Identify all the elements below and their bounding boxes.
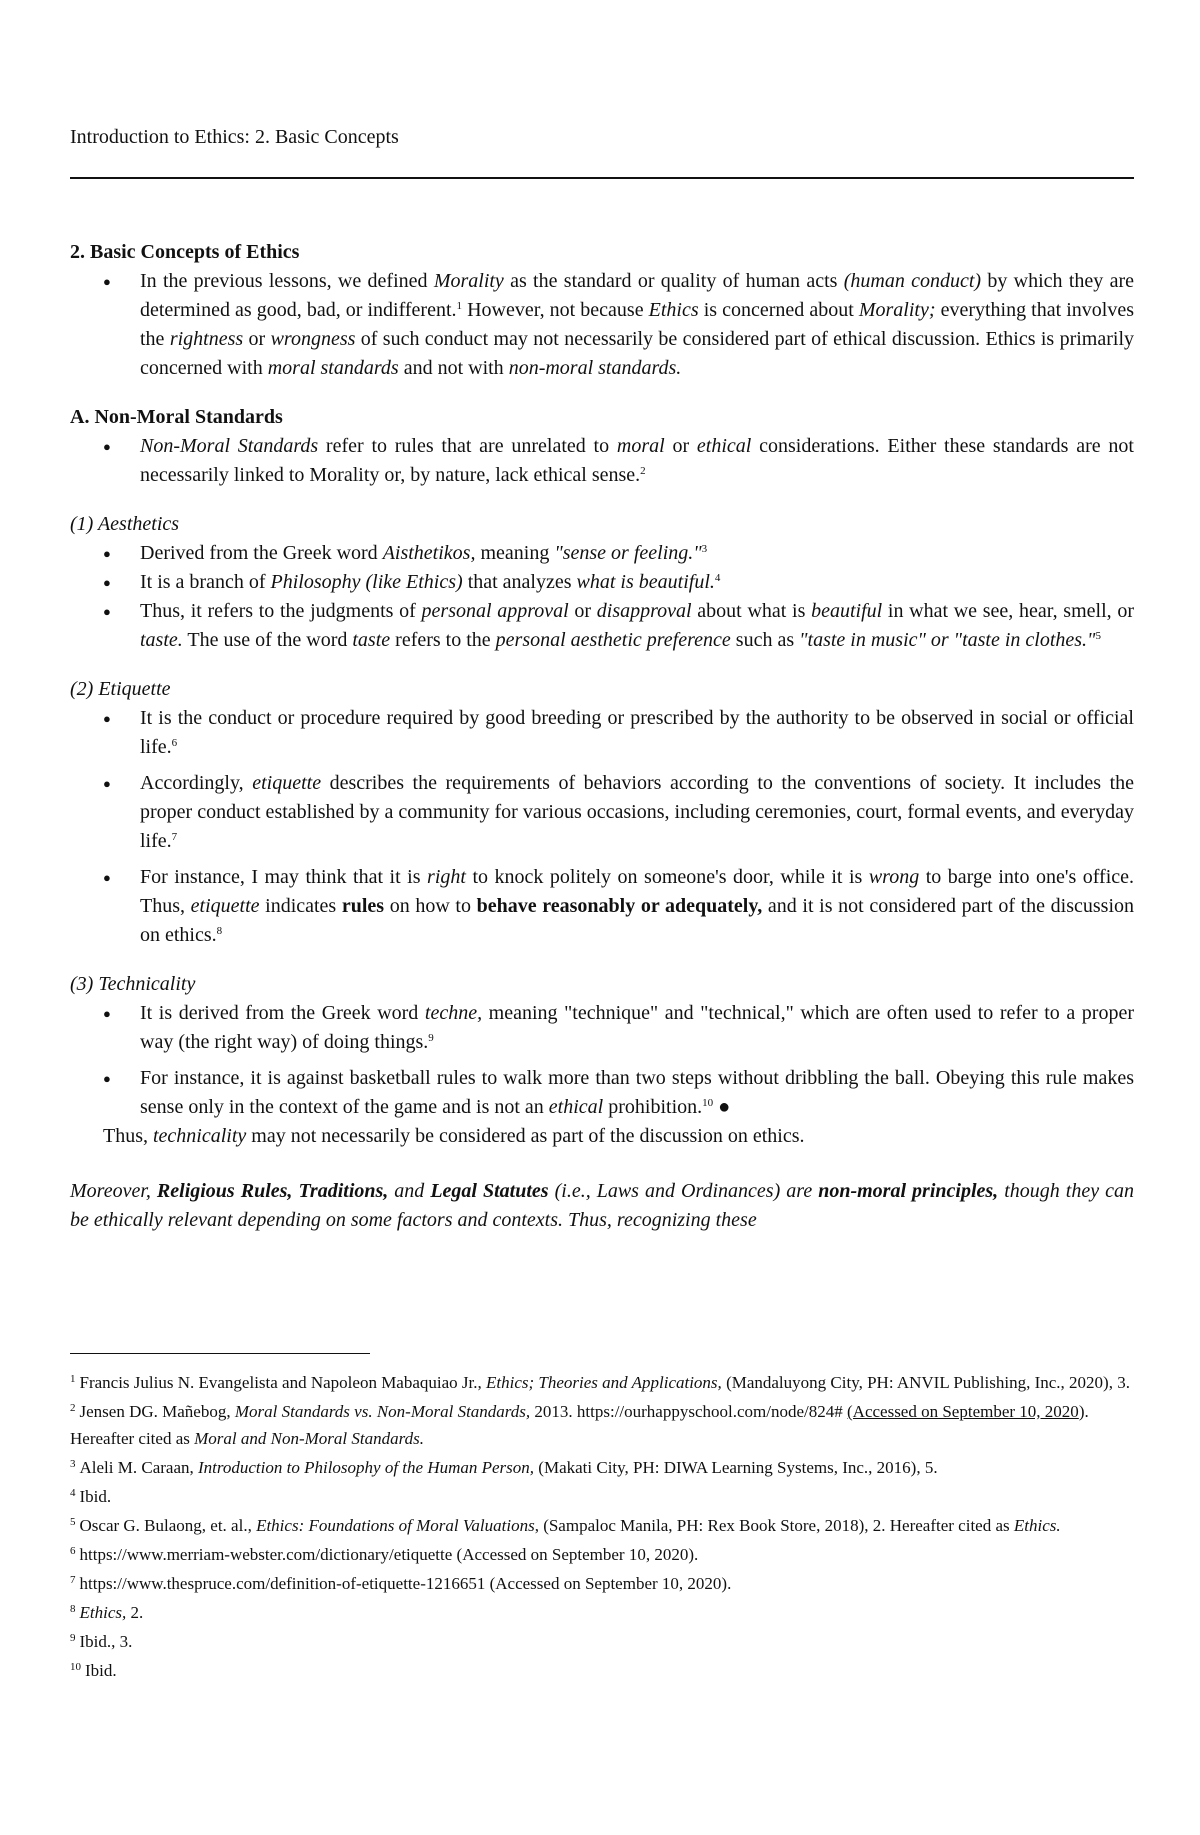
list-item: ● It is the conduct or procedure required by good breeding or prescribed by the authority to be observed in social or official life.$^6$ bbox=[70, 704, 1134, 762]
footnote-ref-5: 5 bbox=[1095, 630, 1101, 642]
aesthetics-list bbox=[70, 539, 1134, 655]
etiquette-heading: (2) Etiquette bbox=[70, 678, 171, 700]
main-heading: 2. Basic Concepts of Ethics bbox=[70, 241, 300, 263]
footnote-8: $^8$ Ethics, 2. bbox=[70, 1603, 144, 1622]
list-item: ● For instance, I may think that it is right to knock politely on someone's door, while it is wrong to barge into one's office. Thus, etiquette indicates rules on how to behave reasonably or adequately, and it is not considered part of the discussion on ethics.$^8$ bbox=[70, 863, 1134, 950]
intro-list bbox=[70, 267, 1134, 383]
footnote-ref-2: 2 bbox=[640, 465, 646, 477]
footnote-2: $^2$ Jensen DG. Mañebog, Moral Standards vs. Non-Moral Standards, 2013. https://ourhappyschool.com/node/824# (Accessed on September 10, 2020). Hereafter cited as Moral and Non-Moral Standards. bbox=[70, 1402, 1089, 1448]
footnotes bbox=[70, 1369, 1134, 1686]
header-rule bbox=[70, 177, 1134, 179]
footnote-7: $^7$ https://www.thespruce.com/definition-of-etiquette-1216651 (Accessed on September 10, 2020). bbox=[70, 1574, 732, 1593]
technicality-list bbox=[70, 999, 1134, 1122]
list-item: ● It is a branch of Philosophy (like Ethics) that analyzes what is beautiful.$^4$ bbox=[70, 568, 1134, 597]
footnote-10: $^{10}$ Ibid. bbox=[70, 1661, 117, 1680]
list-item: ● For instance, it is against basketball rules to walk more than two steps without dribbling the ball. Obeying this rule makes sense only in the context of the game and is not an ethical prohibition.$^{10}$ ● bbox=[70, 1064, 1134, 1122]
intro-bullet: ● In the previous lessons, we defined Morality as the standard or quality of human acts (human conduct) by which they are determined as good, bad, or indifferent.$^1$ However, not because Ethics is concerned about Morality; everything that involves the rightness or wrongness of such conduct may not necessarily be considered part of ethical discussion. Ethics is primarily concerned with moral standards and not with non-moral standards. bbox=[70, 267, 1134, 383]
section-a-heading: A. Non-Moral Standards bbox=[70, 406, 283, 428]
etiquette-list bbox=[70, 704, 1134, 950]
running-header: Introduction to Ethics: 2. Basic Concepts bbox=[70, 126, 399, 148]
footnote-ref-10: 10 bbox=[702, 1097, 714, 1109]
footnote-url[interactable]: https://www.merriam-webster.com/dictionary/etiquette (Accessed on September 10, 2020). bbox=[79, 1545, 699, 1564]
list-item: ● Thus, it refers to the judgments of personal approval or disapproval about what is beautiful in what we see, hear, smell, or taste. The use of the word taste refers to the personal aesthetic preference such as "taste in music" or "taste in clothes."$^5$ bbox=[70, 597, 1134, 655]
technicality-tail: Thus, technicality may not necessarily be considered as part of the discussion on ethics. bbox=[103, 1125, 805, 1147]
section-a-list bbox=[70, 432, 1134, 490]
footnote-ref-8: 8 bbox=[216, 925, 223, 937]
list-item: ● It is derived from the Greek word techne, meaning "technique" and "technical," which are often used to refer to a proper way (the right way) of doing things.$^9$ bbox=[70, 999, 1134, 1057]
footnote-3: $^3$ Aleli M. Caraan, Introduction to Philosophy of the Human Person, (Makati City, PH: DIWA Learning Systems, Inc., 2016), 5. bbox=[70, 1458, 938, 1477]
footnote-ref-7: 7 bbox=[171, 831, 178, 843]
footnote-ref-3: 3 bbox=[701, 543, 708, 555]
section-a-bullet: ● Non-Moral Standards refer to rules that are unrelated to moral or ethical considerations. Either these standards are not necessarily linked to Morality or, by nature, lack ethical sense.$^2$ bbox=[70, 432, 1134, 490]
footnote-ref-9: 9 bbox=[428, 1032, 434, 1044]
closing-paragraph: Moreover, Religious Rules, Traditions, and Legal Statutes (i.e., Laws and Ordinances) are non-moral principles, though they can be ethically relevant depending on some factors and contexts. Thus, recognizing these bbox=[70, 1180, 1134, 1231]
stray-bullet-glyph: ● bbox=[713, 1096, 731, 1118]
footnote-ref-6: 6 bbox=[171, 737, 178, 749]
aesthetics-heading: (1) Aesthetics bbox=[70, 513, 180, 535]
footnote-9: $^9$ Ibid., 3. bbox=[70, 1632, 133, 1651]
footnote-1: $^1$ Francis Julius N. Evangelista and Napoleon Mabaquiao Jr., Ethics; Theories and Applications, (Mandaluyong City, PH: ANVIL Publishing, Inc., 2020), 3. bbox=[70, 1373, 1130, 1392]
list-item: ● Derived from the Greek word Aisthetikos, meaning "sense or feeling."$^3$ bbox=[70, 539, 1134, 568]
footnote-ref-4: 4 bbox=[714, 572, 721, 584]
footnote-6: $^6$ https://www.merriam-webster.com/dictionary/etiquette (Accessed on September 10, 2020). bbox=[70, 1545, 699, 1564]
footnote-ref-1: 1 bbox=[456, 300, 463, 312]
footnote-4: $^4$ Ibid. bbox=[70, 1487, 112, 1506]
footnote-separator bbox=[70, 1353, 370, 1354]
document-body bbox=[70, 238, 1134, 1235]
accessed-link[interactable]: (Accessed on September 10, 2020 bbox=[847, 1402, 1079, 1421]
technicality-heading: (3) Technicality bbox=[70, 973, 196, 995]
footnote-url[interactable]: https://www.thespruce.com/definition-of-etiquette-1216651 (Accessed on September 10, 2020). bbox=[79, 1574, 732, 1593]
footnote-5: $^5$ Oscar G. Bulaong, et. al., Ethics: Foundations of Moral Valuations, (Sampaloc Manila, PH: Rex Book Store, 2018), 2. Hereafter cited as Ethics. bbox=[70, 1516, 1061, 1535]
list-item: ● Accordingly, etiquette describes the requirements of behaviors according to the conventions of society. It includes the proper conduct established by a community for various occasions, including ceremonies, court, formal events, and everyday life.$^7$ bbox=[70, 769, 1134, 856]
